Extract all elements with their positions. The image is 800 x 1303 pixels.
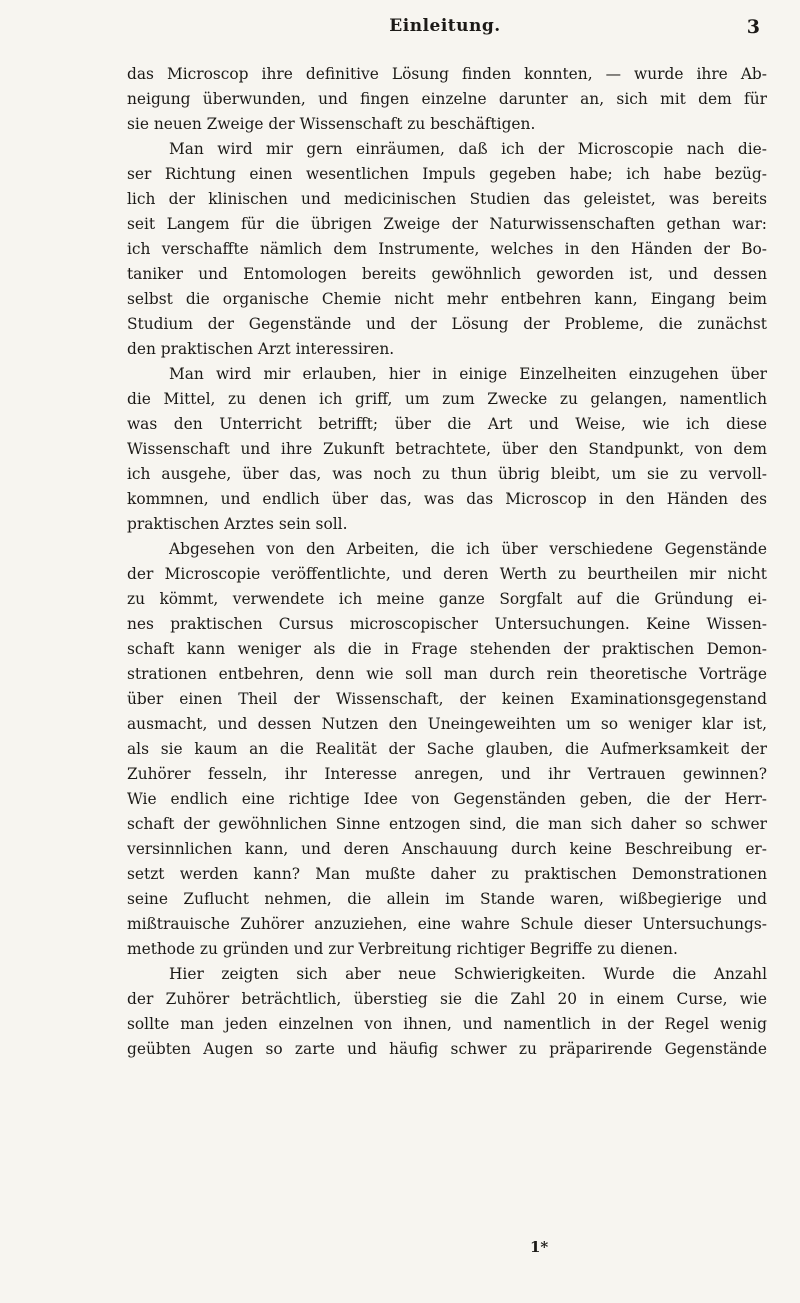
- text-line: taniker und Entomologen bereits gewöhnlich geworden ist, und dessen: [127, 265, 767, 283]
- text-line: Man wird mir gern einräumen, daß ich der Microscopie nach die-: [169, 140, 767, 158]
- text-line: die Mittel, zu denen ich griff, um zum Zwecke zu gelangen, namentlich: [127, 390, 767, 408]
- text-line: was den Unterricht betrifft; über die Art und Weise, wie ich diese: [127, 415, 767, 433]
- printer-signature-mark: 1*: [530, 1238, 549, 1256]
- text-line: nes praktischen Cursus microscopischer Untersuchungen. Keine Wissen-: [127, 615, 767, 633]
- text-line: ausmacht, und dessen Nutzen den Uneingeweihten um so weniger klar ist,: [127, 715, 767, 733]
- text-line: der Zuhörer beträchtlich, überstieg sie die Zahl 20 in einem Curse, wie: [127, 990, 767, 1008]
- text-line: strationen entbehren, denn wie soll man durch rein theoretische Vorträge: [127, 665, 767, 683]
- text-line: methode zu gründen und zur Verbreitung richtiger Begriffe zu dienen.: [127, 940, 678, 958]
- text-line: geübten Augen so zarte und häufig schwer zu präparirende Gegenstände: [127, 1040, 767, 1058]
- text-line: mißtrauische Zuhörer anzuziehen, eine wahre Schule dieser Untersuchungs-: [127, 915, 767, 933]
- text-line: praktischen Arztes sein soll.: [127, 515, 348, 533]
- text-line: kommnen, und endlich über das, was das Microscop in den Händen des: [127, 490, 767, 508]
- text-line: Wie endlich eine richtige Idee von Gegenständen geben, die der Herr-: [127, 790, 767, 808]
- text-line: schaft der gewöhnlichen Sinne entzogen sind, die man sich daher so schwer: [127, 815, 767, 833]
- text-line: das Microscop ihre definitive Lösung finden konnten, — wurde ihre Ab-: [127, 65, 767, 83]
- text-line: Studium der Gegenstände und der Lösung der Probleme, die zunächst: [127, 315, 767, 333]
- text-line: schaft kann weniger als die in Frage stehenden der praktischen Demon-: [127, 640, 767, 658]
- page-number: 3: [746, 16, 760, 38]
- text-line: zu kömmt, verwendete ich meine ganze Sorgfalt auf die Gründung ei-: [127, 590, 767, 608]
- running-title: Einleitung.: [389, 16, 501, 36]
- text-line: selbst die organische Chemie nicht mehr entbehren kann, Eingang beim: [127, 290, 767, 308]
- text-line: neigung überwunden, und fingen einzelne darunter an, sich mit dem für: [127, 90, 767, 108]
- text-line: lich der klinischen und medicinischen Studien das geleistet, was bereits: [127, 190, 767, 208]
- text-line: seine Zuflucht nehmen, die allein im Stande waren, wißbegierige und: [127, 890, 767, 908]
- text-line: Wissenschaft und ihre Zukunft betrachtete, über den Standpunkt, von dem: [127, 440, 767, 458]
- text-line: Hier zeigten sich aber neue Schwierigkeiten. Wurde die Anzahl: [169, 965, 767, 983]
- text-line: den praktischen Arzt interessiren.: [127, 340, 395, 358]
- text-line: Man wird mir erlauben, hier in einige Einzelheiten einzugehen über: [169, 365, 767, 383]
- text-line: seit Langem für die übrigen Zweige der Naturwissenschaften gethan war:: [127, 215, 767, 233]
- text-line: Abgesehen von den Arbeiten, die ich über verschiedene Gegenstände: [169, 540, 767, 558]
- text-line: Zuhörer fesseln, ihr Interesse anregen, und ihr Vertrauen gewinnen?: [127, 765, 767, 783]
- text-line: sie neuen Zweige der Wissenschaft zu beschäftigen.: [127, 115, 536, 133]
- text-line: ser Richtung einen wesentlichen Impuls gegeben habe; ich habe bezüg-: [127, 165, 767, 183]
- text-line: sollte man jeden einzelnen von ihnen, und namentlich in der Regel wenig: [127, 1015, 767, 1033]
- text-line: versinnlichen kann, und deren Anschauung durch keine Beschreibung er-: [127, 840, 767, 858]
- text-line: der Microscopie veröffentlichte, und deren Werth zu beurtheilen mir nicht: [127, 565, 767, 583]
- text-line: setzt werden kann? Man mußte daher zu praktischen Demonstrationen: [127, 865, 767, 883]
- body-text: [127, 62, 767, 1062]
- running-head: [130, 16, 760, 44]
- text-line: ich ausgehe, über das, was noch zu thun übrig bleibt, um sie zu vervoll-: [127, 465, 767, 483]
- text-line: über einen Theil der Wissenschaft, der keinen Examinationsgegenstand: [127, 690, 767, 708]
- text-line: als sie kaum an die Realität der Sache glauben, die Aufmerksamkeit der: [127, 740, 767, 758]
- text-line: ich verschaffte nämlich dem Instrumente, welches in den Händen der Bo-: [127, 240, 767, 258]
